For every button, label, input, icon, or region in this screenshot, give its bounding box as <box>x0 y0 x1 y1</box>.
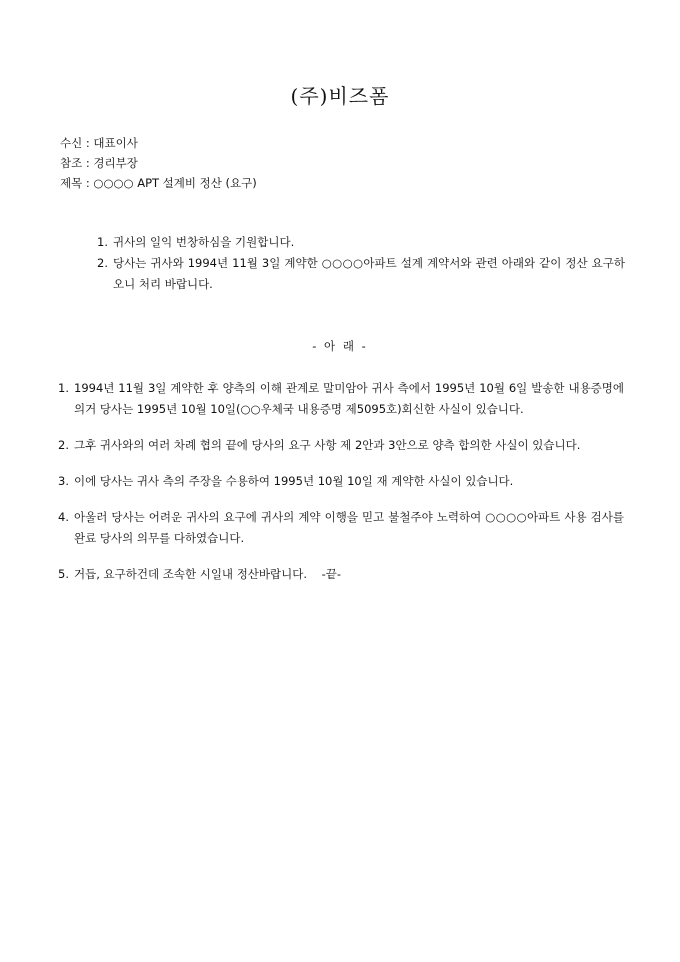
intro-item-text: 귀사의 일익 번창하심을 기원합니다. <box>113 235 295 249</box>
intro-item <box>97 232 625 253</box>
list-item-number: 1. <box>58 381 69 395</box>
body-list <box>58 378 624 600</box>
reference-line: 참조 : 경리부장 <box>60 156 138 170</box>
section-divider-heading: - 아 래 - <box>312 339 368 353</box>
intro-item-number: 2. <box>97 256 108 270</box>
list-item-text: 이에 당사는 귀사 측의 주장을 수용하여 1995년 10월 10일 재 계약한 사실이 있습니다. <box>74 474 514 488</box>
document-meta <box>60 133 257 193</box>
list-item <box>58 435 624 456</box>
subject-line: 제목 : ○○○○ APT 설계비 정산 (요구) <box>60 176 257 190</box>
list-item-number: 3. <box>58 474 69 488</box>
document-title: (주)비즈폼 <box>290 84 390 108</box>
list-item-text: 거듭, 요구하건데 조속한 시일내 정산바랍니다. -끝- <box>74 567 342 581</box>
list-item-text: 그후 귀사와의 여러 차례 협의 끝에 당사의 요구 사항 제 2안과 3안으로 양측 합의한 사실이 있습니다. <box>74 438 581 452</box>
list-item-number: 4. <box>58 510 69 524</box>
intro-list <box>97 232 625 295</box>
list-item-text: 아울러 당사는 어려운 귀사의 요구에 귀사의 계약 이행을 믿고 불철주야 노력하여 ○○○○아파트 사용 검사를 완료 당사의 의무를 다하였습니다. <box>74 510 624 545</box>
intro-item-text: 당사는 귀사와 1994년 11월 3일 계약한 ○○○○아파트 설계 계약서와 관련 아래와 같이 정산 요구하오니 처리 바랍니다. <box>113 256 625 291</box>
list-item <box>58 471 624 492</box>
list-item-text: 1994년 11월 3일 계약한 후 양측의 이해 관계로 말미암아 귀사 측에서 1995년 10월 6일 발송한 내용증명에 의거 당사는 1995년 10월 10일(○○우체국 내용증명 제5095호)회신한 사실이 있습니다. <box>74 381 624 416</box>
intro-item-number: 1. <box>97 235 108 249</box>
list-item <box>58 507 624 549</box>
intro-item <box>97 253 625 295</box>
list-item <box>58 378 624 420</box>
list-item-number: 5. <box>58 567 69 581</box>
recipient-line: 수신 : 대표이사 <box>60 136 138 150</box>
list-item-number: 2. <box>58 438 69 452</box>
list-item <box>58 564 624 585</box>
